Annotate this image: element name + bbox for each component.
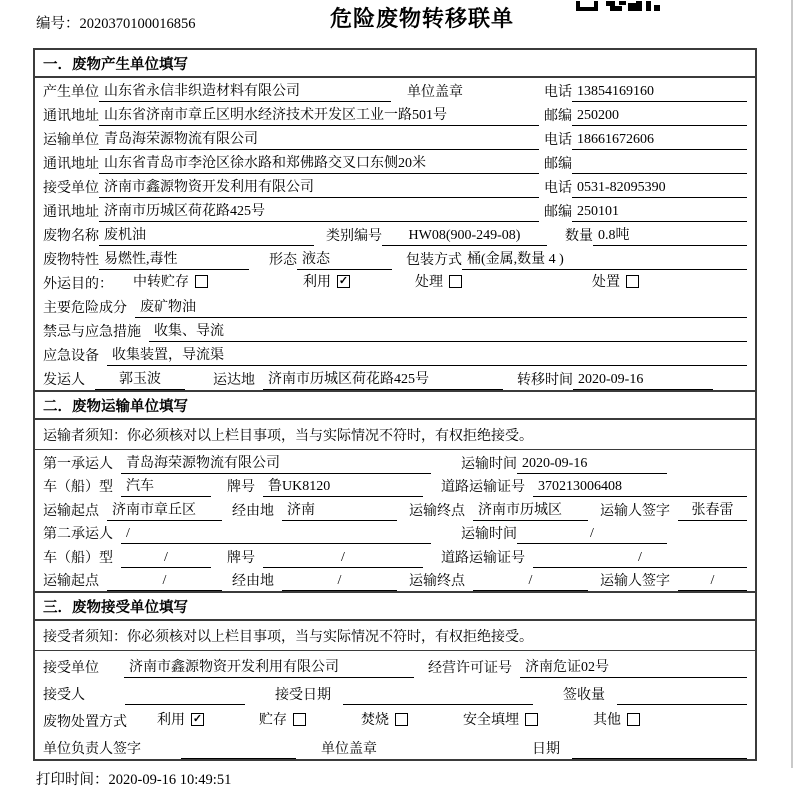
serial-number: 2020370100016856 [79,16,196,32]
phone1-label: 电话 [544,85,572,100]
end2-value-field: / [473,573,588,591]
time1-value-field: 2020-09-16 [517,456,667,474]
checkbox-disposal-burn [395,713,408,726]
address2-value-field: 山东省青岛市李沧区徐水路和郑佛路交叉口东侧20米 [99,152,539,174]
date-label: 日期 [532,742,560,757]
transfer-time-label: 转移时间 [517,373,573,388]
via2-value-field: / [282,573,397,591]
row-vehicle2 [35,544,755,568]
plate1-value-field: 鲁UK8120 [263,475,423,497]
seal-label: 单位盖章 [407,85,463,100]
plate2-label: 牌号 [227,550,255,566]
carrier1-label: 第一承运人 [43,456,113,472]
row-taboo-measures [35,318,755,342]
disposal-option-other-label: 其他 [593,713,621,728]
disposal-option-use [157,709,204,732]
dest-value-field: 济南市历城区荷花路425号 [263,368,503,390]
date-value-field [572,741,747,759]
waste-name-value-field: 废机油 [99,224,314,246]
traits-label: 废物特性 [43,253,99,268]
transporter-value-field: 青岛海荣源物流有限公司 [99,128,539,150]
license2-label: 道路运输证号 [441,550,525,566]
qr-code-partial-icon [576,0,660,16]
equipment-label: 应急设备 [43,349,99,364]
zip2-value-field [572,156,747,174]
time2-label: 运输时间 [461,527,517,542]
purpose-option-dispose [592,271,639,294]
producer-value-field: 山东省永信非织造材料有限公司 [99,80,391,102]
signed-qty-value-field [617,687,747,705]
form-label: 形态 [269,253,297,268]
phone3-value-field: 0531-82095390 [572,180,747,198]
disposal-option-burn [361,709,408,732]
license1-label: 道路运输证号 [441,480,525,495]
zip2-label: 邮编 [544,157,572,172]
category-label: 类别编号 [326,229,382,244]
head-sign-label: 单位负责人签字 [43,742,141,757]
section-receiver [35,591,755,759]
license2-value-field: / [533,550,747,568]
row-receiver [35,174,755,198]
equipment-value-field: 收集装置，导流渠 [107,344,747,366]
section-transport [35,390,755,591]
section-producer-heading: 一．废物产生单位填写 [35,50,755,78]
form-value-field: 液态 [297,248,392,270]
address3-value-field: 济南市历城区荷花路425号 [99,200,539,222]
purpose-option-storage [133,271,208,294]
head-sign-value-field [181,741,296,759]
taboo-label: 禁忌与应急措施 [43,325,141,340]
disposal-option-store-label: 贮存 [259,713,287,728]
via1-value-field: 济南 [282,499,397,521]
hazard-value-field: 废矿物油 [135,296,747,318]
carrier2-label: 第二承运人 [43,527,113,542]
waste-name-label: 废物名称 [43,229,99,244]
purpose-option-treat-label: 处理 [415,275,443,290]
acceptor-label: 接受人 [43,688,85,703]
page-title: 危险废物转移联单 [330,6,515,31]
receiver-value-field: 济南市鑫源物资开发利用有限公司 [99,176,539,198]
section-transport-heading: 二．废物运输单位填写 [35,392,755,420]
end1-label: 运输终点 [409,503,465,519]
permit-label: 经营许可证号 [428,661,512,676]
disposal-option-use-label: 利用 [157,713,185,728]
receiver-label: 接受单位 [43,181,99,196]
purpose-option-treat [415,271,462,294]
print-time-value: 2020-09-16 10:49:51 [108,772,232,788]
accept-date-value-field [343,687,533,705]
row-producer [35,78,755,102]
disposal-option-landfill-label: 安全填埋 [463,713,519,728]
row-disposal-method [35,705,755,732]
transport-notice: 运输者须知：你必须核对以上栏目事项，当与实际情况不符时，有权拒绝接受。 [35,420,755,450]
phone2-label: 电话 [544,133,572,148]
vehicle2-value-field: / [121,550,211,568]
qty-value-field: 0.8吨 [593,224,747,246]
row-carrier1 [35,450,755,474]
serial-label: 编号： [36,16,80,32]
row-shipper [35,366,755,390]
transfer-form-table [33,48,757,761]
shipper-value-field: 郭玉波 [95,368,185,390]
sign1-label: 运输人签字 [600,503,670,519]
checkbox-use: ✓ [338,274,349,287]
address2-label: 通讯地址 [43,157,99,172]
zip3-label: 邮编 [544,205,572,220]
row-hazard-component [35,294,755,318]
sign2-value-field: / [678,573,747,591]
carrier2-value-field: / [121,526,431,544]
row-emergency-equipment [35,342,755,366]
print-time-label: 打印时间： [36,772,109,788]
checkbox-disposal-use: ✓ [192,712,203,725]
disposal-option-store [259,709,306,732]
sign2-label: 运输人签字 [600,574,670,589]
zip3-value-field: 250101 [572,204,747,222]
page-edge-line [791,0,793,768]
zip1-value-field: 250200 [572,108,747,126]
time1-label: 运输时间 [461,456,517,472]
purpose-option-dispose-label: 处置 [592,275,620,290]
serial-number-line [36,12,196,33]
section-producer [35,50,755,390]
phone1-value-field: 13854169160 [572,84,747,102]
end1-value-field: 济南市历城区 [473,499,588,521]
purpose-option-use-label: 利用 [303,275,331,290]
accept-unit-value-field: 济南市鑫源物资开发利用有限公司 [124,656,414,678]
checkbox-disposal-other [627,713,640,726]
address3-label: 通讯地址 [43,205,99,220]
plate1-label: 牌号 [227,480,255,495]
row-acceptor [35,678,755,705]
acceptor-value-field [125,687,245,705]
disposal-label: 废物处置方式 [43,715,127,730]
purpose-label: 外运目的： [43,277,113,292]
end2-label: 运输终点 [409,574,465,589]
origin1-label: 运输起点 [43,503,99,519]
row-carrier2 [35,521,755,545]
vehicle1-label: 车（船）型 [43,480,113,495]
time2-value-field: / [517,526,667,544]
taboo-value-field: 收集、导流 [149,320,747,342]
checkbox-dispose [626,275,639,288]
row-vehicle1 [35,474,755,498]
signed-qty-label: 签收量 [563,688,605,703]
unit-seal-label: 单位盖章 [321,742,377,757]
address1-value-field: 山东省济南市章丘区明水经济技术开发区工业一路501号 [99,104,539,126]
origin2-value-field: / [107,573,222,591]
document-header [0,0,796,40]
row-route1 [35,497,755,521]
dest-label: 运达地 [213,373,255,388]
shipper-label: 发运人 [43,373,85,388]
hazard-label: 主要危险成分 [43,301,127,316]
address1-label: 通讯地址 [43,109,99,124]
print-time-line [36,768,796,789]
origin1-value-field: 济南市章丘区 [107,499,222,521]
packing-value-field: 桶(金属,数量 4 ) [462,248,747,270]
transporter-label: 运输单位 [43,133,99,148]
disposal-option-landfill [463,709,538,732]
packing-label: 包装方式 [406,253,462,268]
row-transporter-address [35,150,755,174]
plate2-value-field: / [263,550,423,568]
license1-value-field: 370213006408 [533,479,747,497]
transfer-time-value-field: 2020-09-16 [573,372,713,390]
row-transporter [35,126,755,150]
via2-label: 经由地 [232,574,274,589]
receiver-notice: 接受者须知：你必须核对以上栏目事项，当与实际情况不符时，有权拒绝接受。 [35,621,755,651]
section-receiver-heading: 三．废物接受单位填写 [35,593,755,621]
carrier1-value-field: 青岛海荣源物流有限公司 [121,452,431,474]
vehicle2-label: 车（船）型 [43,550,113,566]
category-value-field: HW08(900-249-08) [382,228,547,246]
vehicle1-value-field: 汽车 [121,475,211,497]
accept-unit-label: 接受单位 [43,661,99,676]
row-producer-address [35,102,755,126]
accept-date-label: 接受日期 [275,688,331,703]
phone2-value-field: 18661672606 [572,132,747,150]
origin2-label: 运输起点 [43,574,99,589]
row-head-signature [35,732,755,759]
permit-value-field: 济南危证02号 [520,656,747,678]
via1-label: 经由地 [232,503,274,519]
checkbox-treat [449,275,462,288]
disposal-option-burn-label: 焚烧 [361,713,389,728]
row-waste-name [35,222,755,246]
row-receiver-address [35,198,755,222]
row-waste-traits [35,246,755,270]
sign1-value-field: 张春雷 [678,499,747,521]
producer-label: 产生单位 [43,85,99,100]
checkbox-disposal-landfill [525,713,538,726]
row-accept-unit [35,651,755,678]
phone3-label: 电话 [544,181,572,196]
traits-value-field: 易燃性,毒性 [99,248,249,270]
checkbox-disposal-store [293,713,306,726]
row-route2 [35,568,755,592]
checkbox-storage [195,275,208,288]
zip1-label: 邮编 [544,109,572,124]
purpose-option-storage-label: 中转贮存 [133,275,189,290]
qty-label: 数量 [565,229,593,244]
purpose-option-use [303,271,350,294]
row-transfer-purpose [35,270,755,294]
disposal-option-other [593,709,640,732]
